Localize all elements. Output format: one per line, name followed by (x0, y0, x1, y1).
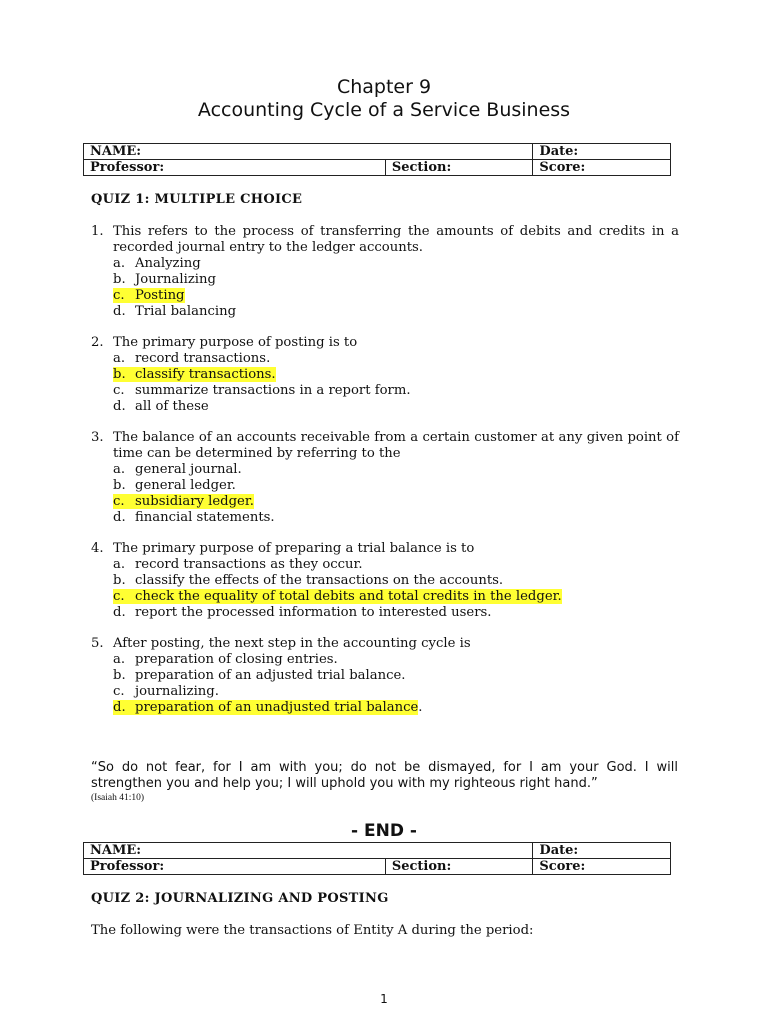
option-letter: c. (113, 494, 125, 509)
bible-quote: “So do not fear, for I am with you; do not be dismayed, for I am your God. I will strengthen you and help you; I will uphold you with my righteous right hand.” (91, 760, 678, 791)
option-letter: b. (113, 272, 126, 287)
option-text: record transactions as they occur. (135, 557, 363, 572)
question-number: 2. (91, 335, 104, 350)
highlighted-answer (113, 288, 185, 303)
question-text: The primary purpose of posting is to (113, 335, 358, 350)
option-letter: c. (113, 288, 125, 303)
answer-content (113, 573, 503, 588)
page-number: 1 (380, 992, 388, 1006)
answer-option (113, 367, 679, 383)
chapter-subtitle: Accounting Cycle of a Service Business (197, 99, 571, 121)
answer-content (113, 256, 201, 271)
option-letter: c. (113, 383, 125, 398)
quiz2-intro: The following were the transactions of Entity A during the period: (91, 923, 534, 938)
answer-option (113, 605, 679, 621)
option-text: summarize transactions in a report form. (135, 383, 411, 398)
question-3 (91, 430, 679, 526)
answer-content (113, 304, 236, 319)
answer-content (113, 383, 411, 398)
answer-option (113, 510, 679, 526)
answer-option (113, 668, 679, 684)
option-letter: d. (113, 700, 126, 715)
answer-option (113, 399, 679, 415)
option-letter: d. (113, 605, 126, 620)
question-text: This refers to the process of transferring the amounts of debits and credits in a recorded journal entry to the ledger accounts. (113, 224, 679, 255)
question-5 (91, 636, 679, 716)
option-text: subsidiary ledger. (135, 494, 254, 509)
info-row-name (84, 144, 671, 160)
option-letter: b. (113, 478, 126, 493)
student-info-table (83, 143, 671, 176)
info-row-name (84, 843, 671, 859)
option-text: journalizing. (135, 684, 219, 699)
option-suffix: . (418, 700, 423, 715)
answer-content (113, 272, 216, 287)
question-text: After posting, the next step in the accounting cycle is (113, 636, 471, 651)
option-letter: d. (113, 399, 126, 414)
option-letter: a. (113, 351, 126, 366)
option-text: all of these (135, 399, 209, 414)
date-label: Date: (533, 144, 671, 160)
option-text: preparation of closing entries. (135, 652, 338, 667)
answer-options (91, 351, 679, 415)
answer-content (113, 462, 242, 477)
option-letter: d. (113, 510, 126, 525)
option-letter: b. (113, 367, 126, 382)
name-label: NAME: (84, 144, 533, 160)
info-row-professor (84, 160, 671, 176)
answer-options (91, 557, 679, 621)
name-label: NAME: (84, 843, 533, 859)
option-letter: a. (113, 462, 126, 477)
answer-options (91, 256, 679, 320)
answer-content (113, 557, 363, 572)
question-number: 3. (91, 430, 104, 445)
option-text: Journalizing (135, 272, 216, 287)
answer-content (113, 668, 405, 683)
chapter-title: Chapter 9 (336, 76, 432, 98)
question-2 (91, 335, 679, 415)
answer-content (113, 605, 491, 620)
end-marker: - END - (351, 821, 417, 841)
answer-content (113, 510, 275, 525)
option-text: general ledger. (135, 478, 236, 493)
section-label: Section: (385, 160, 533, 176)
option-text: financial statements. (135, 510, 275, 525)
option-text: preparation of an adjusted trial balance. (135, 668, 406, 683)
question-text: The balance of an accounts receivable from a certain customer at any given point of time can be determined by referring to the (113, 430, 679, 461)
option-text: Posting (135, 288, 185, 303)
score-label: Score: (533, 859, 671, 875)
highlighted-answer (113, 700, 418, 715)
option-letter: c. (113, 589, 125, 604)
option-text: classify transactions. (135, 367, 276, 382)
professor-label: Professor: (84, 859, 386, 875)
question-number: 4. (91, 541, 104, 556)
question-4 (91, 541, 679, 621)
student-info-table-2 (83, 842, 671, 875)
option-letter: c. (113, 684, 125, 699)
answer-option (113, 478, 679, 494)
option-letter: a. (113, 256, 126, 271)
answer-options (91, 462, 679, 526)
option-text: Trial balancing (135, 304, 237, 319)
quiz2-heading: QUIZ 2: JOURNALIZING AND POSTING (91, 891, 389, 906)
option-text: Analyzing (135, 256, 201, 271)
highlighted-answer (113, 367, 276, 382)
option-letter: a. (113, 557, 126, 572)
highlighted-answer (113, 589, 562, 604)
answer-option (113, 684, 679, 700)
info-row-professor (84, 859, 671, 875)
answer-option (113, 304, 679, 320)
option-letter: a. (113, 652, 126, 667)
question-text: The primary purpose of preparing a trial balance is to (113, 541, 475, 556)
answer-option (113, 589, 679, 605)
section-label: Section: (385, 859, 533, 875)
answer-option (113, 256, 679, 272)
option-letter: b. (113, 573, 126, 588)
score-label: Score: (533, 160, 671, 176)
answer-option (113, 288, 679, 304)
answer-option (113, 462, 679, 478)
answer-option (113, 700, 679, 716)
answer-content (113, 351, 270, 366)
answer-content (113, 478, 236, 493)
answer-content (113, 652, 338, 667)
question-number: 5. (91, 636, 104, 651)
quote-citation: (Isaiah 41:10) (91, 793, 145, 803)
option-letter: b. (113, 668, 126, 683)
answer-option (113, 351, 679, 367)
answer-content (113, 684, 219, 699)
question-number: 1. (91, 224, 104, 239)
answer-option (113, 494, 679, 510)
option-text: preparation of an unadjusted trial balance (135, 700, 419, 715)
quiz1-question-list (91, 224, 679, 716)
answer-option (113, 573, 679, 589)
answer-content (113, 399, 209, 414)
date-label: Date: (533, 843, 671, 859)
highlighted-answer (113, 494, 254, 509)
answer-option (113, 383, 679, 399)
professor-label: Professor: (84, 160, 386, 176)
answer-option (113, 272, 679, 288)
option-text: report the processed information to interested users. (135, 605, 492, 620)
question-1 (91, 224, 679, 320)
answer-option (113, 652, 679, 668)
answer-option (113, 557, 679, 573)
answer-options (91, 652, 679, 716)
option-text: check the equality of total debits and total credits in the ledger. (135, 589, 562, 604)
quiz1-heading: QUIZ 1: MULTIPLE CHOICE (91, 192, 303, 207)
option-text: record transactions. (135, 351, 271, 366)
option-text: general journal. (135, 462, 242, 477)
option-letter: d. (113, 304, 126, 319)
option-text: classify the effects of the transactions on the accounts. (135, 573, 504, 588)
